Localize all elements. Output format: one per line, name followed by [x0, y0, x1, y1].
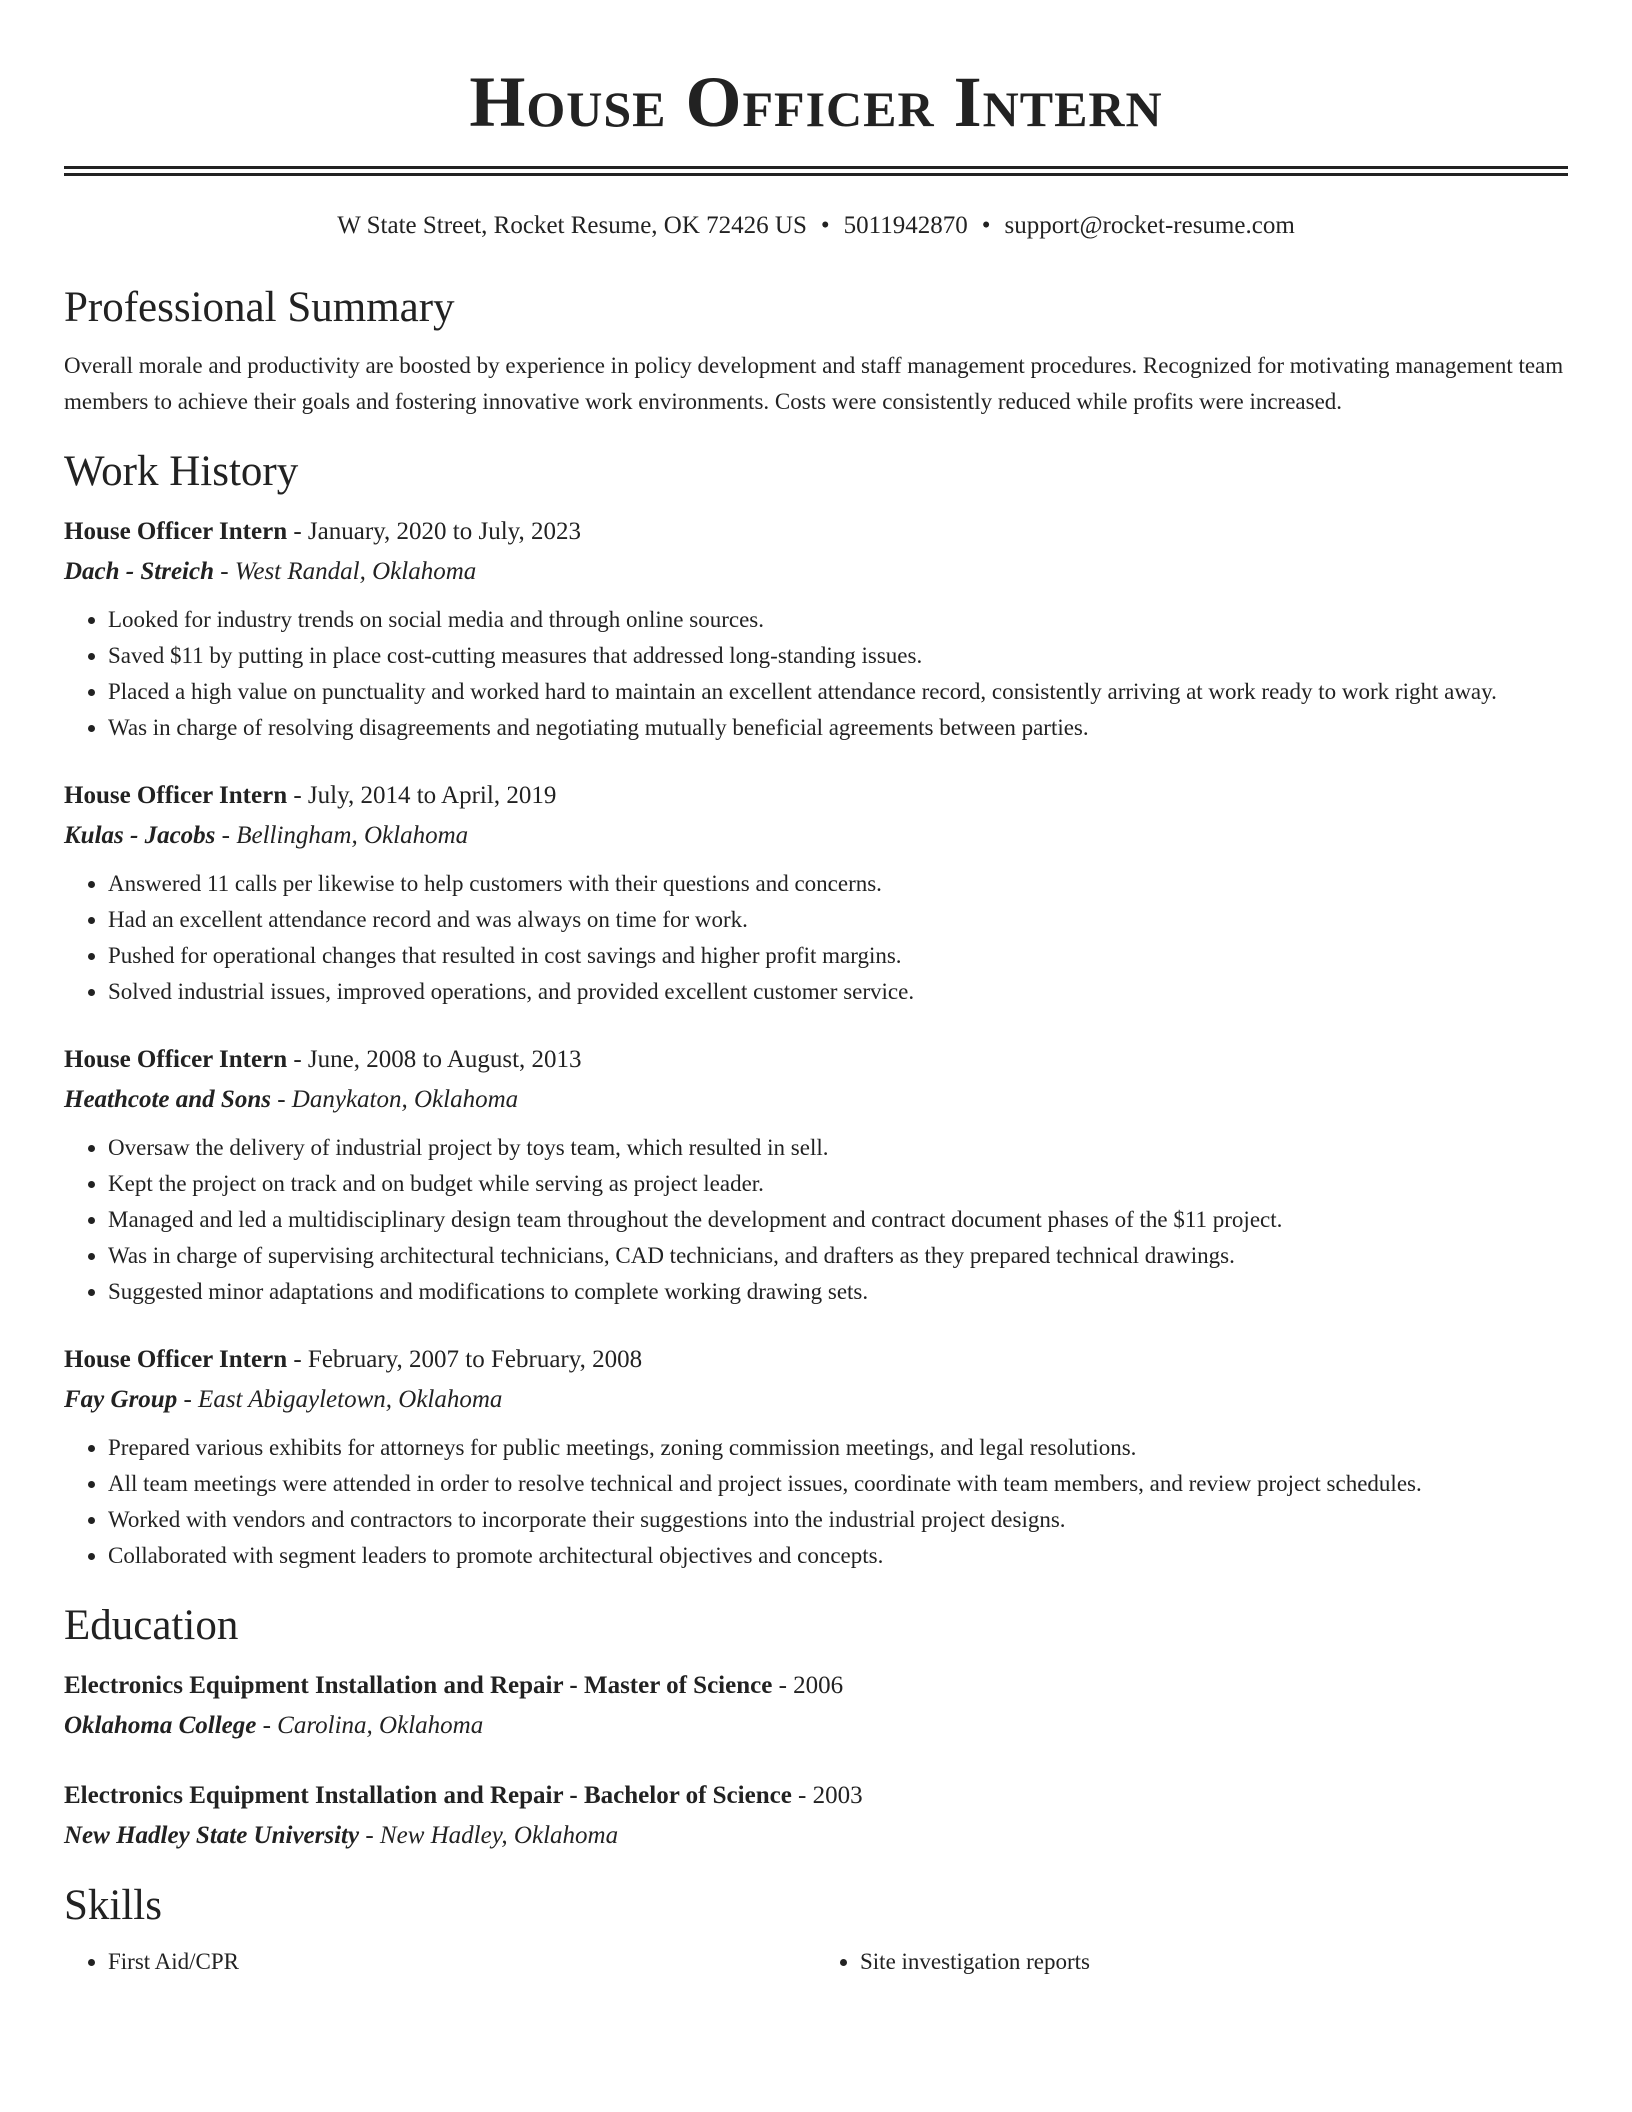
contact-phone: 5011942870	[843, 212, 968, 239]
job-bullet: • Was in charge of supervising architectural technicians, CAD technicians, and drafters as they prepared technical drawings.	[108, 1238, 1568, 1274]
job-dates: - June, 2008 to August, 2013	[287, 1046, 582, 1073]
job-entry	[64, 1040, 1568, 1310]
resume-name: House Officer Intern	[469, 62, 1163, 142]
job-bullet: • Worked with vendors and contractors to incorporate their suggestions into the industrial project designs.	[108, 1502, 1568, 1538]
job-heading	[64, 512, 1568, 552]
job-title: House Officer Intern	[64, 518, 288, 545]
skills-heading: Skills	[64, 1882, 162, 1929]
skill-item: • First Aid/CPR	[108, 1944, 816, 1980]
education-entry	[64, 1666, 1568, 1746]
job-title: House Officer Intern	[64, 1346, 288, 1373]
job-company: Dach - Streich	[64, 558, 214, 585]
job-dates: - January, 2020 to July, 2023	[287, 518, 582, 545]
job-bullets	[64, 1130, 1568, 1310]
work-history-heading: Work History	[64, 448, 299, 495]
job-bullets	[64, 602, 1568, 746]
education-year: - 2003	[791, 1782, 863, 1809]
skills-column-left	[64, 1944, 816, 1980]
skills-grid	[64, 1944, 1568, 1980]
education-location: - Carolina, Oklahoma	[256, 1712, 484, 1739]
education-school-line	[64, 1706, 1568, 1746]
education-degree-line	[64, 1776, 1568, 1816]
skills-column-right	[816, 1944, 1568, 1980]
job-bullet: • Pushed for operational changes that resulted in cost savings and higher profit margins.	[108, 938, 1568, 974]
job-entry	[64, 1340, 1568, 1574]
job-employer	[64, 816, 1568, 856]
job-bullet: • Was in charge of resolving disagreements and negotiating mutually beneficial agreements between parties.	[108, 710, 1568, 746]
job-bullet: • Collaborated with segment leaders to promote architectural objectives and concepts.	[108, 1538, 1568, 1574]
education-degree: Electronics Equipment Installation and Repair - Master of Science	[64, 1672, 773, 1699]
contact-line	[64, 210, 1568, 242]
job-company: Kulas - Jacobs	[64, 822, 216, 849]
job-dates: - July, 2014 to April, 2019	[287, 782, 557, 809]
contact-email: support@rocket-resume.com	[1004, 212, 1295, 239]
job-bullet: • Looked for industry trends on social media and through online sources.	[108, 602, 1568, 638]
education-school: New Hadley State University	[64, 1822, 360, 1849]
contact-separator: •	[820, 212, 830, 239]
header-double-rule	[64, 166, 1568, 176]
education-school-line	[64, 1816, 1568, 1856]
job-location: - Bellingham, Oklahoma	[215, 822, 469, 849]
job-bullet: • Suggested minor adaptations and modifications to complete working drawing sets.	[108, 1274, 1568, 1310]
job-bullet: • Oversaw the delivery of industrial project by toys team, which resulted in sell.	[108, 1130, 1568, 1166]
education-school: Oklahoma College	[64, 1712, 257, 1739]
job-location: - East Abigayletown, Oklahoma	[177, 1386, 503, 1413]
job-bullets	[64, 1430, 1568, 1574]
job-employer	[64, 1380, 1568, 1420]
job-employer	[64, 552, 1568, 592]
job-title: House Officer Intern	[64, 1046, 288, 1073]
job-heading	[64, 1040, 1568, 1080]
job-bullet: • Had an excellent attendance record and was always on time for work.	[108, 902, 1568, 938]
job-heading	[64, 1340, 1568, 1380]
job-bullet: • Managed and led a multidisciplinary design team throughout the development and contract document phases of the $11 project.	[108, 1202, 1568, 1238]
job-bullet: • Kept the project on track and on budget while serving as project leader.	[108, 1166, 1568, 1202]
job-bullet: • All team meetings were attended in order to resolve technical and project issues, coordinate with team members, and review project schedules.	[108, 1466, 1568, 1502]
contact-address: W State Street, Rocket Resume, OK 72426 US	[337, 212, 807, 239]
job-bullet: • Solved industrial issues, improved operations, and provided excellent customer service.	[108, 974, 1568, 1010]
contact-separator: •	[981, 212, 991, 239]
job-employer	[64, 1080, 1568, 1120]
skill-item: • Site investigation reports	[860, 1944, 1568, 1980]
education-degree: Electronics Equipment Installation and Repair - Bachelor of Science	[64, 1782, 792, 1809]
job-company: Heathcote and Sons	[64, 1086, 271, 1113]
job-dates: - February, 2007 to February, 2008	[287, 1346, 643, 1373]
education-entry	[64, 1776, 1568, 1856]
job-company: Fay Group	[64, 1386, 178, 1413]
job-bullet: • Placed a high value on punctuality and worked hard to maintain an excellent attendance record, consistently arriving at work ready to work right away.	[108, 674, 1568, 710]
job-heading	[64, 776, 1568, 816]
education-location: - New Hadley, Oklahoma	[359, 1822, 619, 1849]
summary-text: Overall morale and productivity are boosted by experience in policy development and staff management procedures. Recognized for motivating management team members to achieve their goals and fostering innovative work environments. Costs were consistently reduced while profits were increased.	[64, 353, 1564, 414]
summary-heading: Professional Summary	[64, 284, 455, 331]
job-bullet: • Saved $11 by putting in place cost-cutting measures that addressed long-standing issues.	[108, 638, 1568, 674]
education-degree-line	[64, 1666, 1568, 1706]
job-bullet: • Prepared various exhibits for attorneys for public meetings, zoning commission meetings, and legal resolutions.	[108, 1430, 1568, 1466]
job-entry	[64, 776, 1568, 1010]
education-heading: Education	[64, 1602, 239, 1649]
job-title: House Officer Intern	[64, 782, 288, 809]
job-location: - West Randal, Oklahoma	[214, 558, 477, 585]
job-bullet: • Answered 11 calls per likewise to help customers with their questions and concerns.	[108, 866, 1568, 902]
job-bullets	[64, 866, 1568, 1010]
education-year: - 2006	[772, 1672, 844, 1699]
job-entry	[64, 512, 1568, 746]
job-location: - Danykaton, Oklahoma	[270, 1086, 519, 1113]
